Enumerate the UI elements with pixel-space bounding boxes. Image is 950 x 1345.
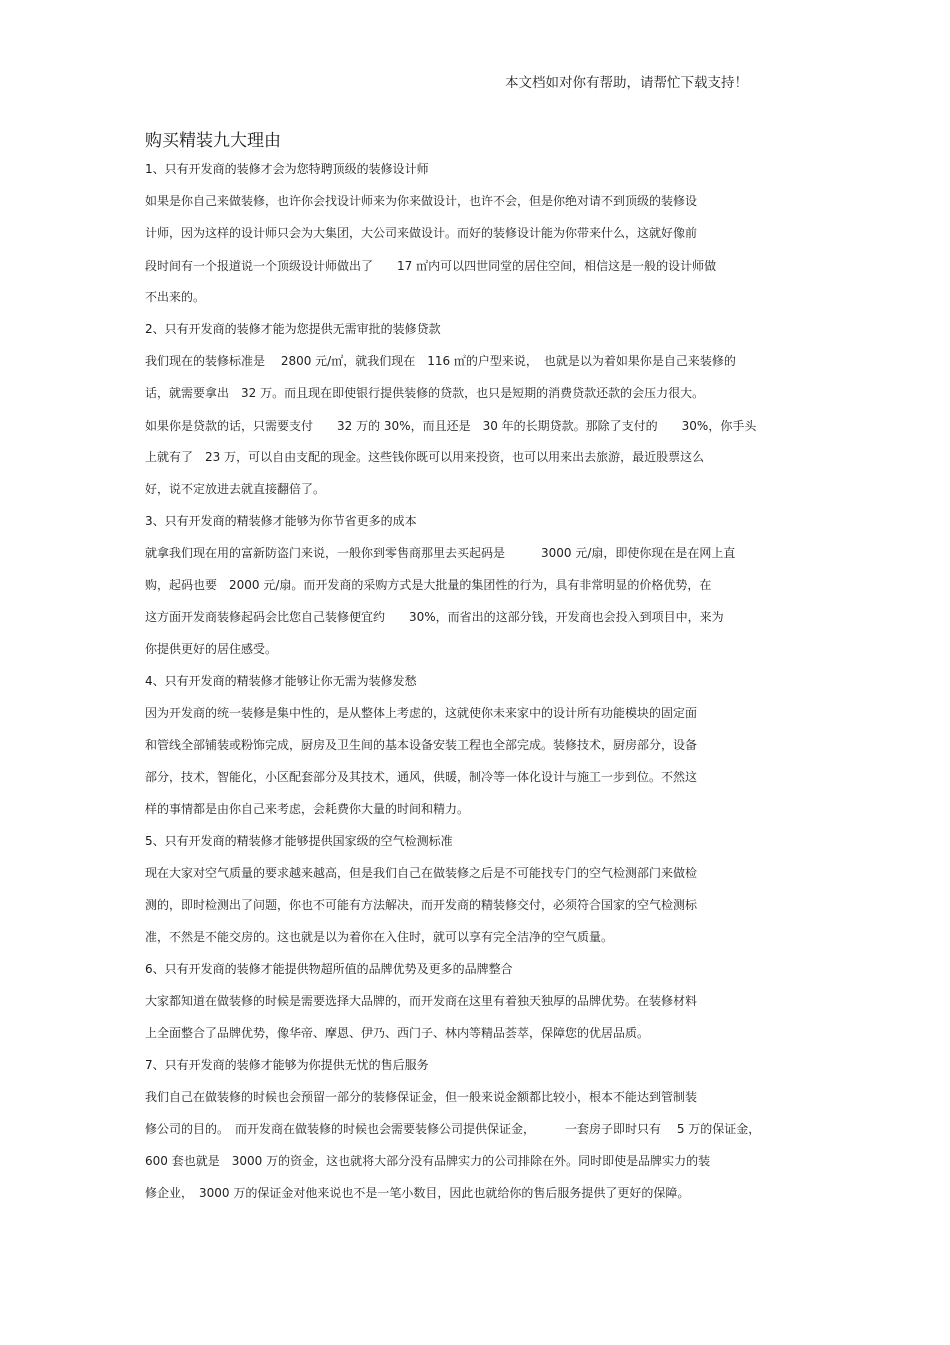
- reason-7-heading: 7、只有开发商的装修才能够为你提供无忧的售后服务: [145, 1058, 429, 1072]
- paragraph-line: 话，就需要拿出 32 万。而且现在即使银行提供装修的贷款，也只是短期的消费贷款还款的会压力很大。: [145, 386, 705, 400]
- paragraph-line: 上全面整合了品牌优势，像华帝、摩恩、伊乃、西门子、林内等精品荟萃，保障您的优居品质。: [145, 1026, 650, 1040]
- reason-3-heading: 3、只有开发商的精装修才能够为你节省更多的成本: [145, 514, 417, 528]
- paragraph-line: 好，说不定放进去就直接翻倍了。: [145, 482, 326, 496]
- paragraph-line: 你提供更好的居住感受。: [145, 642, 278, 656]
- paragraph-line: 和管线全部铺装或粉饰完成，厨房及卫生间的基本设备安装工程也全部完成。装修技术，厨房部分，设备: [145, 738, 698, 752]
- reason-1-heading: 1、只有开发商的装修才会为您特聘顶级的装修设计师: [145, 162, 429, 176]
- paragraph-line: 因为开发商的统一装修是集中性的，是从整体上考虑的，这就使你未来家中的设计所有功能模块的固定面: [145, 706, 698, 720]
- paragraph-line: 计师，因为这样的设计师只会为大集团，大公司来做设计。而好的装修设计能为你带来什么，这就好像前: [145, 226, 698, 240]
- paragraph-line: 修公司的目的。 而开发商在做装修的时候也会需要装修公司提供保证金， 一套房子即时只有 5 万的保证金，: [145, 1122, 761, 1136]
- paragraph-line: 就拿我们现在用的富新防盗门来说，一般你到零售商那里去买起码是 3000 元/扇，即使你现在是在网上直: [145, 546, 736, 560]
- reason-6-heading: 6、只有开发商的装修才能提供物超所值的品牌优势及更多的品牌整合: [145, 962, 513, 976]
- paragraph-line: 现在大家对空气质量的要求越来越高，但是我们自己在做装修之后是不可能找专门的空气检测部门来做检: [145, 866, 698, 880]
- paragraph-line: 段时间有一个报道说一个顶级设计师做出了 17 ㎡内可以四世同堂的居住空间，相信这是一般的设计师做: [145, 259, 717, 273]
- paragraph-line: 大家都知道在做装修的时候是需要选择大品牌的，而开发商在这里有着独天独厚的品牌优势。在装修材料: [145, 994, 698, 1008]
- document-title: 购买精装九大理由: [145, 131, 281, 151]
- paragraph-line: 我们自己在做装修的时候也会预留一部分的装修保证金，但一般来说金额都比较小，根本不能达到管制装: [145, 1090, 698, 1104]
- reason-2-heading: 2、只有开发商的装修才能为您提供无需审批的装修贷款: [145, 322, 441, 336]
- reason-4-heading: 4、只有开发商的精装修才能够让你无需为装修发愁: [145, 674, 417, 688]
- paragraph-line: 上就有了 23 万，可以自由支配的现金。这些钱你既可以用来投资，也可以用来出去旅游，最近股票这么: [145, 450, 705, 464]
- paragraph-line: 购，起码也要 2000 元/扇。而开发商的采购方式是大批量的集团性的行为，具有非常明显的价格优势，在: [145, 578, 712, 592]
- paragraph-line: 准，不然是不能交房的。这也就是以为着你在入住时，就可以享有完全洁净的空气质量。: [145, 930, 614, 944]
- paragraph-line: 我们现在的装修标准是 2800 元/㎡，就我们现在 116 ㎡的户型来说， 也就是以为着如果你是自己来装修的: [145, 354, 736, 368]
- paragraph-line: 修企业， 3000 万的保证金对他来说也不是一笔小数目，因此也就给你的售后服务提供了更好的保障。: [145, 1186, 690, 1200]
- paragraph-line: 如果是你自己来做装修，也许你会找设计师来为你来做设计，也许不会，但是你绝对请不到顶级的装修设: [145, 194, 698, 208]
- paragraph-line: 部分，技术，智能化，小区配套部分及其技术，通风，供暖，制冷等一体化设计与施工一步到位。不然这: [145, 770, 698, 784]
- reason-5-heading: 5、只有开发商的精装修才能够提供国家级的空气检测标准: [145, 834, 453, 848]
- paragraph-line: 600 套也就是 3000 万的资金，这也就将大部分没有品牌实力的公司排除在外。同时即使是品牌实力的装: [145, 1154, 711, 1168]
- header-note: 本文档如对你有帮助，请帮忙下载支持！: [505, 75, 748, 91]
- paragraph-line: 测的，即时检测出了问题，你也不可能有方法解决，而开发商的精装修交付，必须符合国家的空气检测标: [145, 898, 698, 912]
- paragraph-line: 如果你是贷款的话，只需要支付 32 万的 30%，而且还是 30 年的长期贷款。那除了支付的 30%，你手头: [145, 419, 757, 433]
- paragraph-line: 不出来的。: [145, 290, 206, 304]
- paragraph-line: 这方面开发商装修起码会比您自己装修便宜约 30%，而省出的这部分钱，开发商也会投入到项目中，来为: [145, 610, 724, 624]
- paragraph-line: 样的事情都是由你自己来考虑，会耗费你大量的时间和精力。: [145, 802, 470, 816]
